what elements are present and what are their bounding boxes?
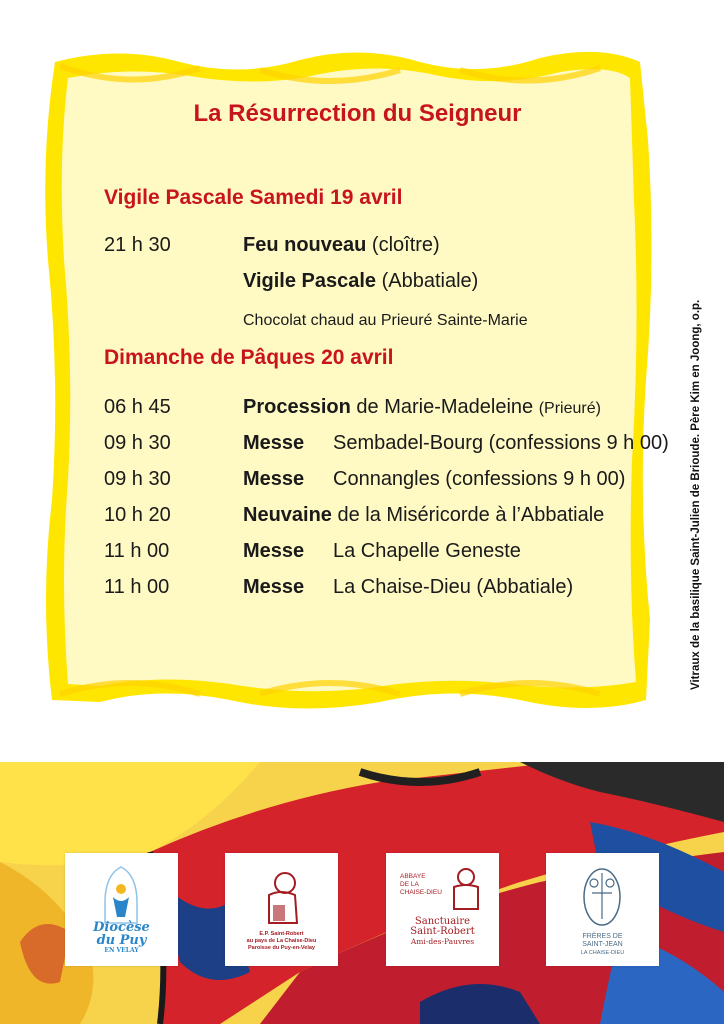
logo-line: ABBAYE (400, 873, 426, 880)
schedule-panel (80, 78, 669, 680)
schedule-row (104, 576, 664, 606)
event-title: Neuvaine (243, 504, 332, 526)
page-title: La Résurrection du Seigneur (193, 100, 522, 127)
event-detail: (cloître) (366, 234, 440, 256)
vigil-note: Chocolat chaud au Prieuré Sainte-Marie (243, 312, 528, 329)
schedule-row (104, 396, 664, 426)
event-detail: de Marie-Madeleine (350, 396, 539, 418)
logo-line: DE LA (400, 881, 419, 888)
event-title: Messe (243, 432, 305, 454)
logo-line: Diocèse (93, 920, 150, 935)
schedule-row (104, 540, 664, 570)
event-place: La Chapelle Geneste (333, 540, 521, 562)
row-time: 11 h 00 (104, 540, 170, 562)
vigil-heading: Vigile Pascale Samedi 19 avril (104, 186, 403, 209)
event-title: Feu nouveau (243, 234, 367, 256)
event-title: Vigile Pascale (243, 270, 377, 292)
schedule-row (104, 504, 664, 534)
row-time: 09 h 30 (104, 432, 171, 454)
logo-line: Saint-Robert (410, 926, 475, 937)
row-time: 09 h 30 (104, 468, 171, 490)
sanctuaire-icon (386, 853, 499, 966)
logo-ep-saint-robert[interactable] (225, 853, 338, 966)
schedule-row (104, 270, 664, 300)
logo-line: Sanctuaire (414, 916, 471, 927)
image-credit: Vitraux de la basilique Saint-Julien de Brioude. Père Kim en Joong, o.p. (690, 299, 702, 690)
easter-heading: Dimanche de Pâques 20 avril (104, 346, 394, 369)
logo-line: FRÈRES DE (582, 933, 623, 940)
logo-diocese[interactable] (65, 853, 178, 966)
event-title: Procession (243, 396, 351, 418)
schedule-row (104, 468, 664, 498)
logo-line: du Puy (96, 933, 147, 948)
logo-line: EN VELAY (104, 947, 139, 954)
logo-line: LA CHAISE-DIEU (580, 950, 625, 956)
row-time: 10 h 20 (104, 504, 171, 526)
logo-line: Paroisse du Puy-en-Velay (248, 945, 315, 951)
schedule-row (104, 432, 669, 462)
event-place: Sembadel-Bourg (confessions 9 h 00) (333, 432, 669, 454)
schedule-row (104, 234, 664, 264)
row-time: 11 h 00 (104, 576, 170, 598)
row-time: 06 h 45 (104, 396, 171, 418)
logo-sanctuaire[interactable] (386, 853, 499, 966)
logo-line: au pays de La Chaise-Dieu (246, 938, 317, 944)
logo-line: E.P. Saint-Robert (259, 931, 304, 937)
event-title: Messe (243, 468, 305, 490)
logo-freres-saint-jean[interactable] (546, 853, 659, 966)
logo-line: CHAISE-DIEU (400, 889, 442, 896)
event-title: Messe (243, 540, 305, 562)
event-place: Connangles (confessions 9 h 00) (333, 468, 626, 490)
row-time: 21 h 30 (104, 234, 171, 256)
event-title: Messe (243, 576, 305, 598)
logo-line: Ami-des-Pauvres (410, 937, 475, 946)
event-detail: de la Miséricorde à l’Abbatiale (331, 504, 605, 526)
event-place: La Chaise-Dieu (Abbatiale) (333, 576, 574, 598)
event-location-note: (Prieuré) (538, 400, 601, 417)
event-detail: (Abbatiale) (376, 270, 479, 292)
vigil-note-row (104, 312, 664, 342)
logo-line: SAINT-JEAN (582, 941, 623, 948)
